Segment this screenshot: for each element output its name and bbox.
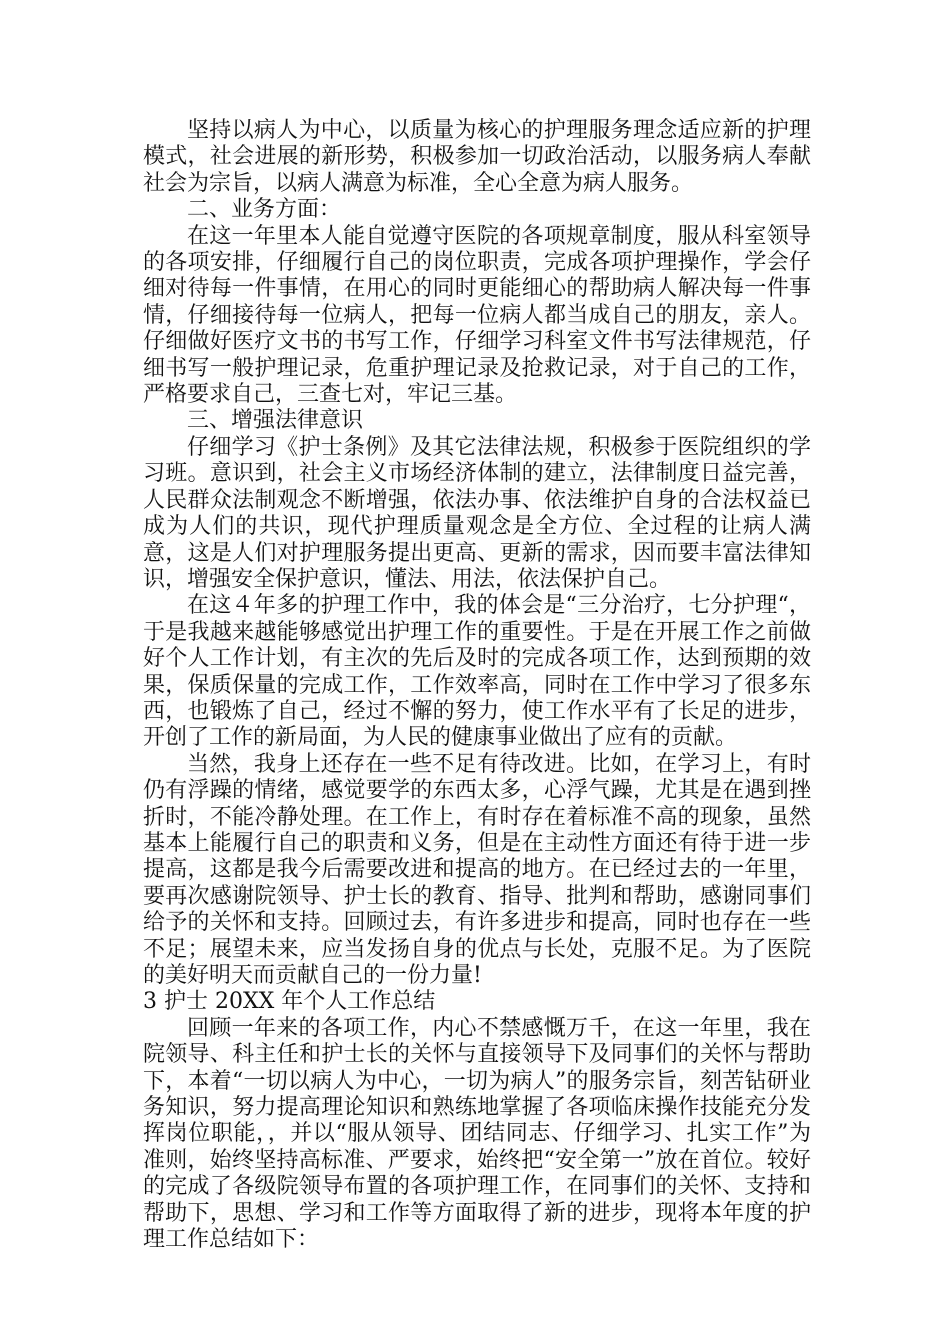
document-body [143,118,811,1253]
paragraph-business: 在这一年里本人能自觉遵守医院的各项规章制度，服从科室领导的各项安排，仔细履行自己的岗位职责，完成各项护理操作，学会仔细对待每一件事情，在用心的同时更能细心的帮助病人解决每一件事情，仔细接待每一位病人，把每一位病人都当成自己的朋友，亲人。仔细做好医疗文书的书写工作，仔细学习科室文件书写法律规范，仔细书写一般护理记录，危重护理记录及抢救记录，对于自己的工作，严格要求自己，三查七对，牢记三基。 [143,223,811,408]
heading-legal-awareness: 三、增强法律意识 [187,408,364,434]
paragraph-service-philosophy: 坚持以病人为中心，以质量为核心的护理服务理念适应新的护理模式，社会进展的新形势，积极参加一切政治活动，以服务病人奉献社会为宗旨，以病人满意为标准，全心全意为病人服务。 [143,118,811,196]
heading-business: 二、业务方面： [187,197,342,223]
paragraph-experience: 在这４年多的护理工作中，我的体会是“三分治疗，七分护理“，于是我越来越能够感觉出护理工作的重要性。于是在开展工作之前做好个人工作计划，有主次的先后及时的完成各项工作，达到预期的效果，保质保量的完成工作，工作效率高，同时在工作中学习了很多东西，也锻炼了自己，经过不懈的努力，使工作水平有了长足的进步，开创了工作的新局面，为人民的健康事业做出了应有的贡献。 [143,593,811,751]
paragraph-legal-awareness: 仔细学习《护士条例》及其它法律法规，积极参于医院组织的学习班。意识到，社会主义市场经济体制的建立，法律制度日益完善，人民群众法制观念不断增强，依法办事、依法维护自身的合法权益已成为人们的共识，现代护理质量观念是全方位、全过程的让病人满意，这是人们对护理服务提出更高、更新的需求，因而要丰富法律知识，增强安全保护意识，懂法、用法，依法保护自己。 [143,434,811,592]
paragraph-shortcomings: 当然，我身上还存在一些不足有待改进。比如，在学习上，有时仍有浮躁的情绪，感觉要学的东西太多，心浮气躁，尤其是在遇到挫折时，不能冷静处理。在工作上，有时存在着标准不高的现象，虽然基本上能履行自己的职责和义务，但是在主动性方面还有待于进一步提高，这都是我今后需要改进和提高的地方。在已经过去的一年里，要再次感谢院领导、护士长的教育、指导、批判和帮助，感谢同事们给予的关怀和支持。回顾过去，有许多进步和提高，同时也存在一些不足；展望未来，应当发扬自身的优点与长处，克服不足。为了医院的美好明天而贡献自己的一份力量! [143,751,811,988]
paragraph-review: 回顾一年来的各项工作，内心不禁感慨万千，在这一年里，我在院领导、科主任和护士长的关怀与直接领导下及同事们的关怀与帮助下，本着“一切以病人为中心，一切为病人”的服务宗旨，刻苦钻研业务知识，努力提高理论知识和熟练地掌握了各项临床操作技能充分发挥岗位职能，，并以“服从领导、团结同志、仔细学习、扎实工作”为准则，始终坚持高标准、严要求，始终把“安全第一”放在首位。较好的完成了各级院领导布置的各项护理工作，在同事们的关怀、支持和帮助下，思想、学习和工作等方面取得了新的进步，现将本年度的护理工作总结如下： [143,1015,811,1253]
section-title: 3 护士 20XX 年个人工作总结 [143,989,436,1015]
